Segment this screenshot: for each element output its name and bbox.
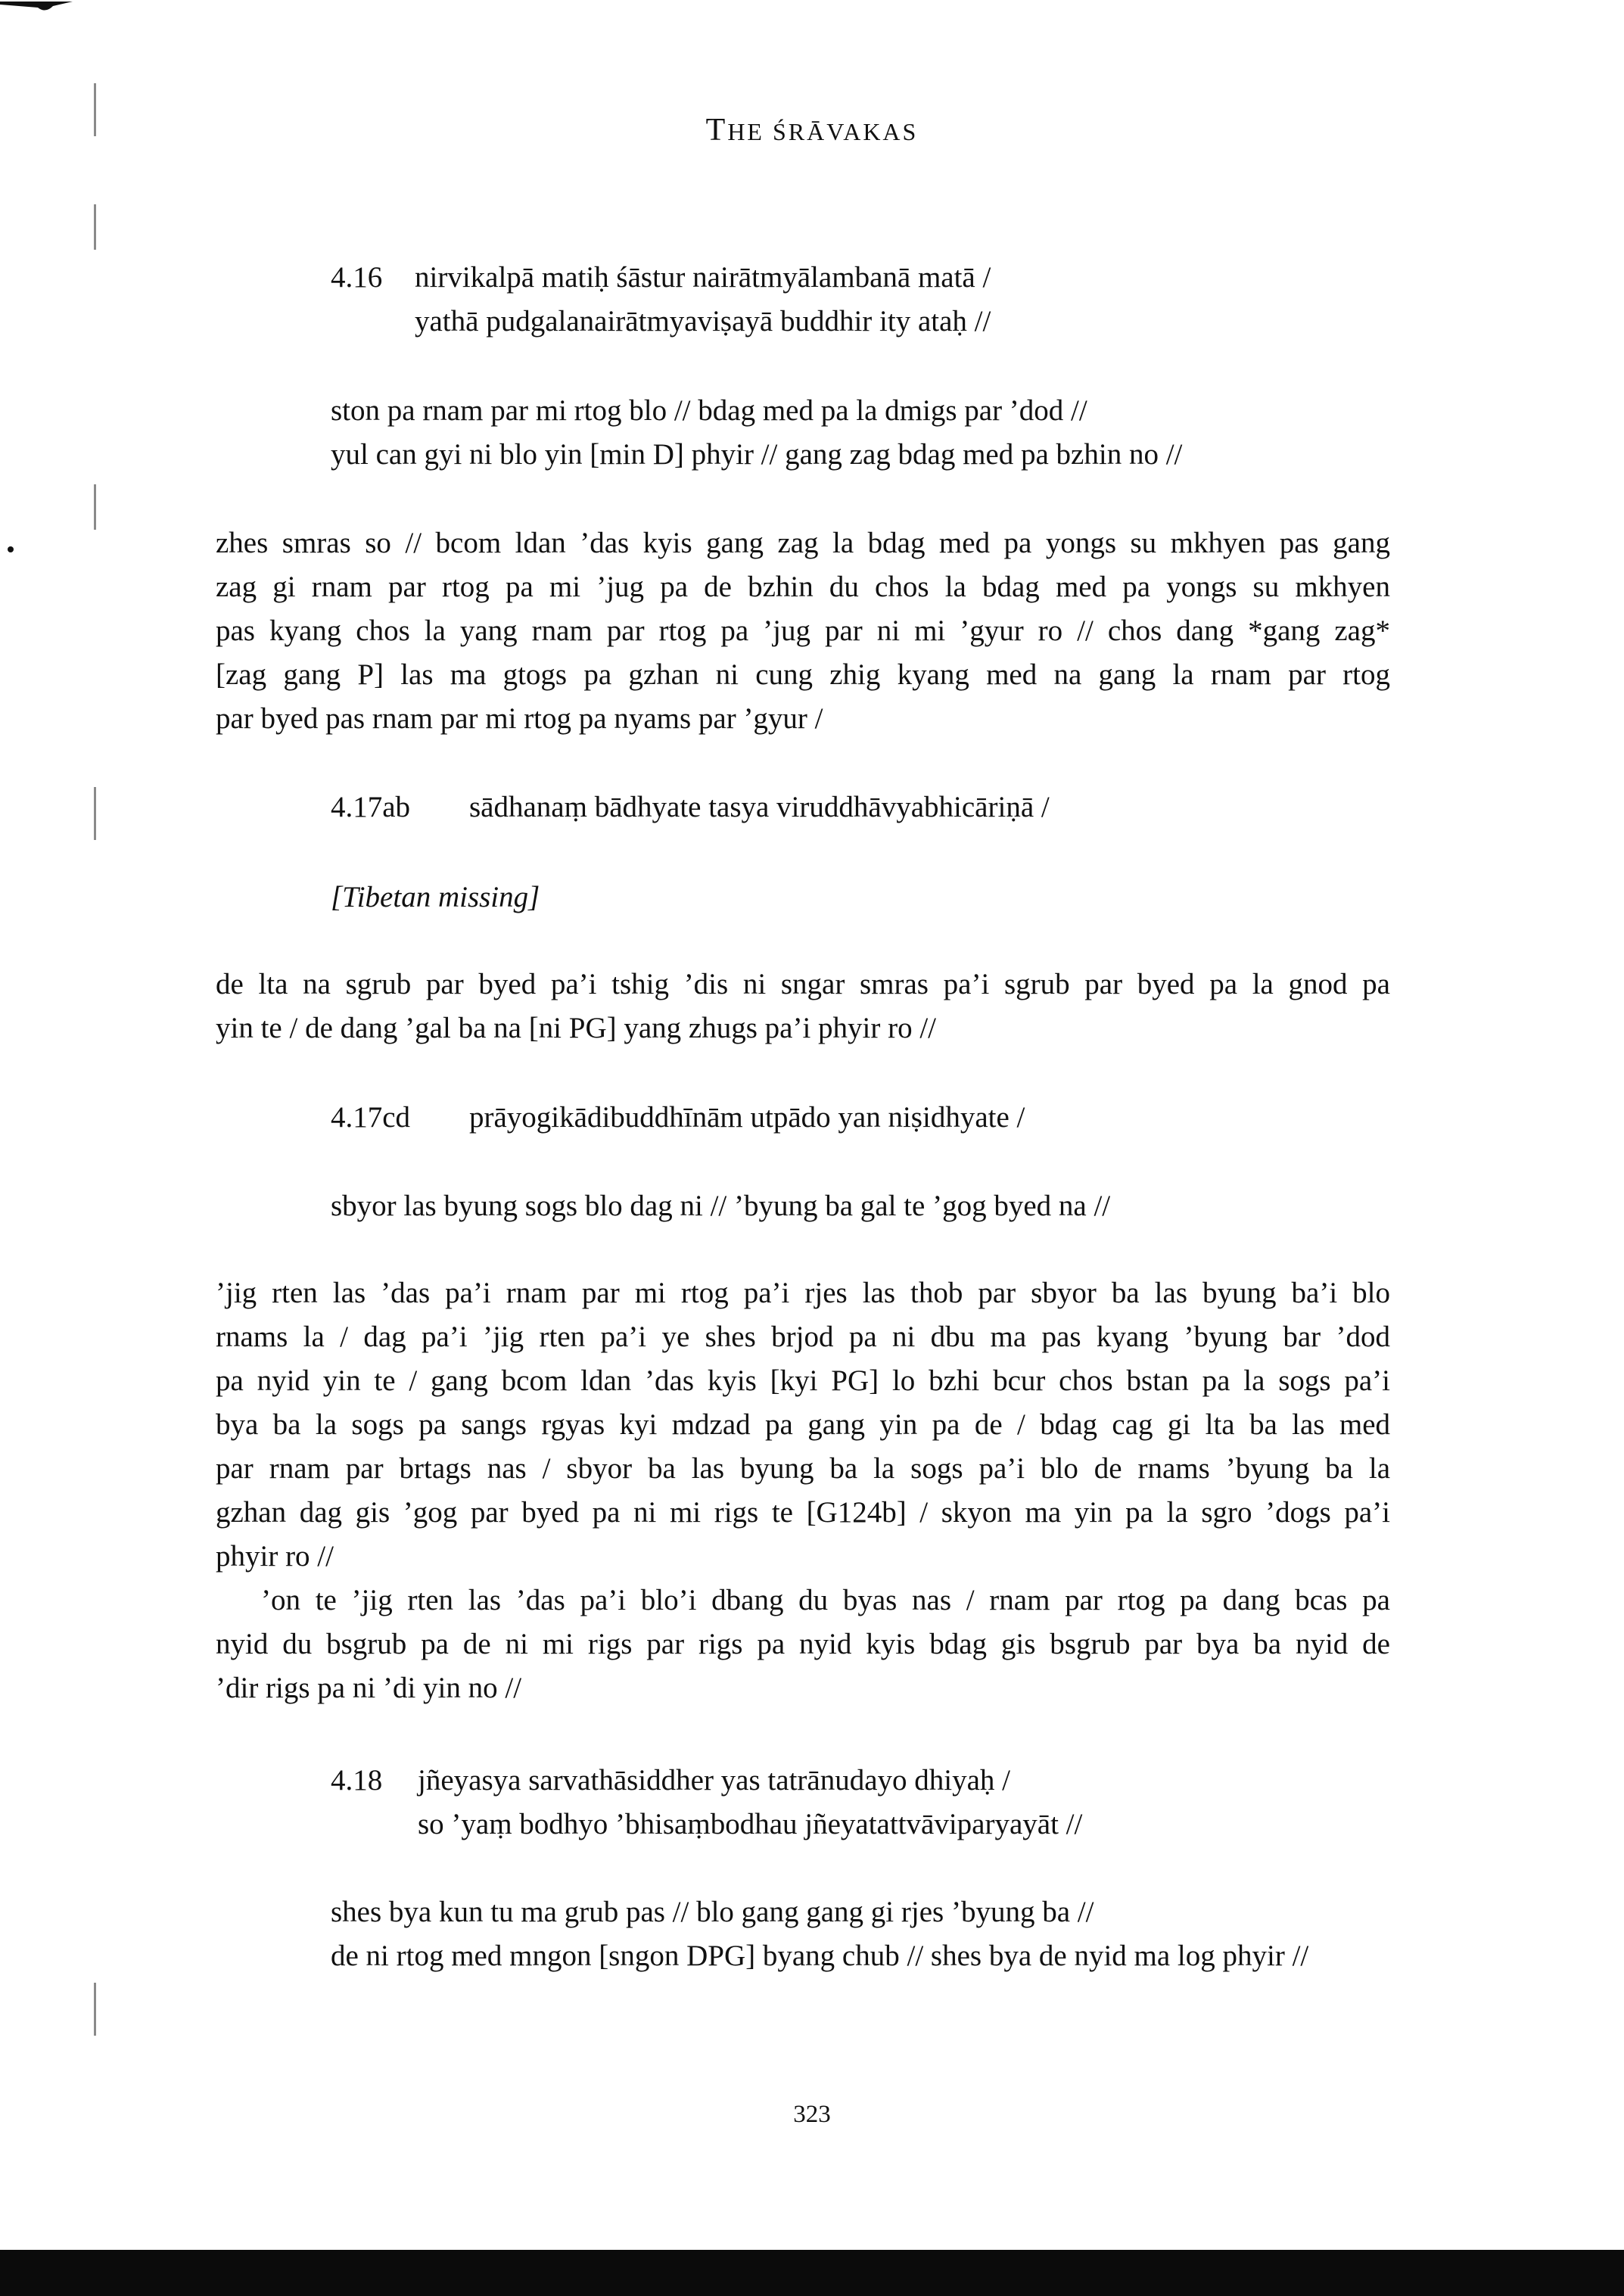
sanskrit-line: sādhanaṃ bādhyate tasya viruddhāvyabhicāriṇā / [469, 791, 1050, 823]
paragraph-line: par byed pas rnam par mi rtog pa nyams par ’gyur / [216, 702, 823, 735]
commentary-paragraph [216, 1271, 1390, 1579]
paragraph-line: ’dir rigs pa ni ’di yin no // [216, 1672, 522, 1704]
paragraph-line: pa nyid yin te / gang bcom ldan ’das kyis [kyi PG] lo bzhi bcur chos bstan pa la sogs pa’i [216, 1364, 1390, 1397]
margin-scan-line [8, 546, 14, 552]
running-head-initial: T [705, 113, 728, 148]
paragraph-line: de lta na sgrub par byed pa’i tshig ’dis ni sngar smras pa’i sgrub par byed pa la gnod pa [216, 968, 1390, 1000]
tibetan-missing-note: [Tibetan missing] [331, 881, 540, 913]
paragraph-line: bya ba la sogs pa sangs rgyas kyi mdzad pa gang yin pa de / bdag cag gi lta ba las med [216, 1408, 1390, 1441]
sanskrit-line: jñeyasya sarvathāsiddher yas tatrānudayo dhiyaḥ / [418, 1764, 1010, 1797]
sanskrit-line: nirvikalpā matiḥ śāstur nairātmyālambanā matā / [415, 261, 991, 294]
tibetan-line: sbyor las byung sogs blo dag ni // ’byung ba gal te ’gog byed na // [331, 1190, 1111, 1222]
sanskrit-line: prāyogikādibuddhīnām utpādo yan niṣidhyate / [469, 1101, 1025, 1134]
tibetan-line: de ni rtog med mngon [sngon DPG] byang chub // shes bya de nyid ma log phyir // [331, 1940, 1309, 1972]
sanskrit-line: yathā pudgalanairātmyaviṣayā buddhir ity ataḥ // [415, 305, 991, 338]
paragraph-line: yin te / de dang ’gal ba na [ni PG] yang zhugs pa’i phyir ro // [216, 1012, 937, 1044]
verse-number: 4.17ab [331, 791, 411, 823]
commentary-paragraph [216, 963, 1390, 1050]
verse-number: 4.16 [331, 261, 383, 294]
page-number: 323 [793, 2101, 831, 2128]
margin-scan-line [94, 484, 96, 530]
commentary-paragraph [216, 521, 1390, 741]
tibetan-line: shes bya kun tu ma grub pas // blo gang gang gi rjes ’byung ba // [331, 1896, 1094, 1928]
running-head [0, 112, 1624, 148]
margin-scan-line [94, 1983, 96, 2036]
scan-bottom-border [0, 2250, 1624, 2296]
paragraph-line: [zag gang P] las ma gtogs pa gzhan ni cung zhig kyang med na gang la rnam par rtog [216, 658, 1390, 691]
paragraph-line: par rnam par brtags nas / sbyor ba las byung ba la sogs pa’i blo de rnams ’byung ba la [216, 1452, 1390, 1485]
verse-number: 4.17cd [331, 1101, 411, 1134]
paragraph-line: ’jig rten las ’das pa’i rnam par mi rtog pa’i rjes las thob par sbyor ba las byung ba’i blo [216, 1277, 1390, 1309]
paragraph-line: pas kyang chos la yang rnam par rtog pa ’jug par ni mi ’gyur ro // chos dang *gang zag* [216, 614, 1390, 647]
tibetan-line: yul can gyi ni blo yin [min D] phyir // gang zag bdag med pa bzhin no // [331, 438, 1183, 471]
sanskrit-line: so ’yaṃ bodhyo ’bhisaṃbodhau jñeyatattvāviparyayāt // [418, 1808, 1083, 1840]
paragraph-line: zag gi rnam par rtog pa mi ’jug pa de bzhin du chos la bdag med pa yongs su mkhyen [216, 571, 1390, 603]
paragraph-line: rnams la / dag pa’i ’jig rten pa’i ye shes brjod pa ni dbu ma pas kyang ’byung bar ’dod [216, 1321, 1390, 1353]
scan-edge-mark [0, 0, 73, 15]
paragraph-line: ’on te ’jig rten las ’das pa’i blo’i dbang du byas nas / rnam par rtog pa dang bcas pa [261, 1584, 1390, 1616]
paragraph-line: phyir ro // [216, 1540, 334, 1573]
tibetan-line: ston pa rnam par mi rtog blo // bdag med pa la dmigs par ’dod // [331, 394, 1087, 427]
paragraph-line: zhes smras so // bcom ldan ’das kyis gang zag la bdag med pa yongs su mkhyen pas gang [216, 527, 1390, 559]
verse-number: 4.18 [331, 1764, 383, 1797]
commentary-paragraph [216, 1579, 1390, 1710]
paragraph-line: gzhan dag gis ’gog par byed pa ni mi rigs te [G124b] / skyon ma yin pa la sgro ’dogs pa’i [216, 1496, 1390, 1529]
margin-scan-line [94, 787, 96, 840]
running-head-rest: HE ŚRĀVAKAS [727, 118, 919, 145]
margin-scan-line [94, 204, 96, 250]
paragraph-line: nyid du bsgrub pa de ni mi rigs par rigs pa nyid kyis bdag gis bsgrub par bya ba nyid de [216, 1628, 1390, 1660]
